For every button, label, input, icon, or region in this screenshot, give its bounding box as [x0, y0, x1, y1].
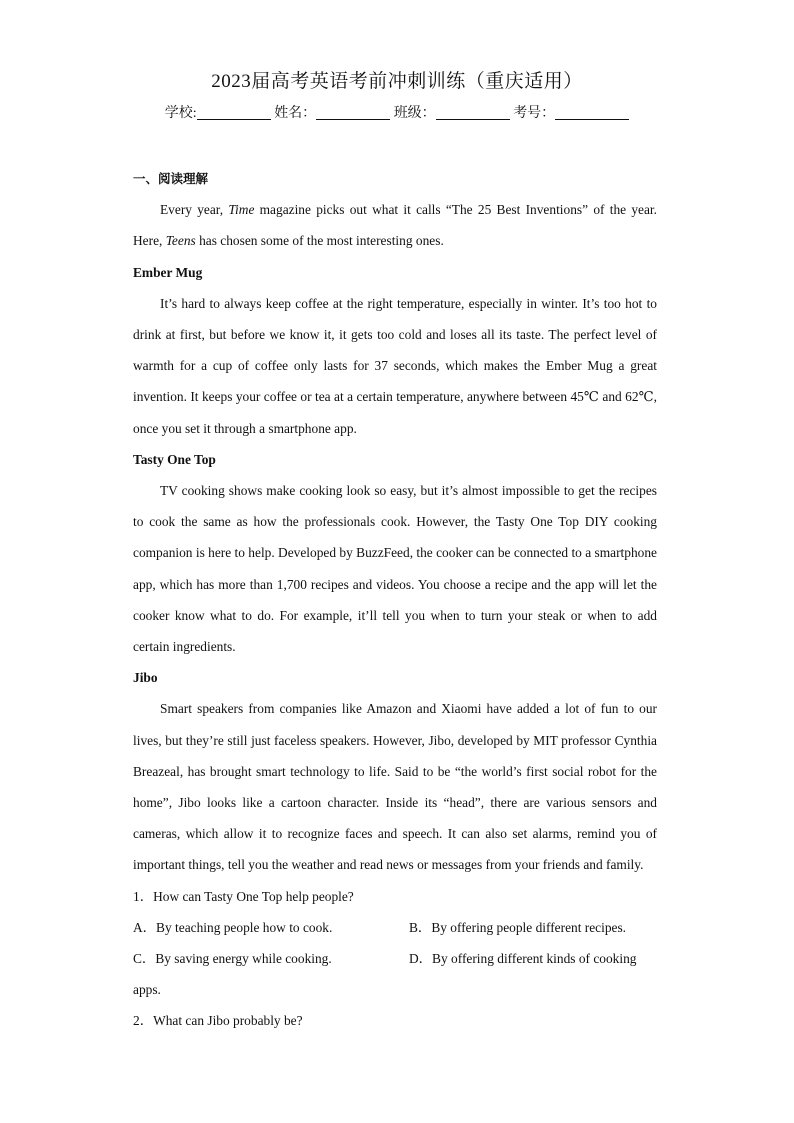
- article-heading-jibo: Jibo: [133, 670, 158, 686]
- school-label: 学校:: [164, 106, 197, 121]
- exam-number-label: 考号：: [513, 106, 556, 121]
- question-1-option-d-continued: apps.: [133, 982, 161, 998]
- article-heading-ember-mug: Ember Mug: [133, 264, 203, 280]
- class-blank[interactable]: [436, 105, 510, 120]
- exam-number-blank[interactable]: [555, 105, 629, 120]
- name-label: 姓名：: [274, 106, 317, 121]
- school-blank[interactable]: [197, 105, 271, 120]
- article-body-tasty-one-top: TV cooking shows make cooking look so easy, but it’s almost impossible to get the recipes to cook the same as how the professionals cook. However, the Tasty One Top DIY cooking companion is here to help. Developed by BuzzFeed, the cooker can be connected to a smartphone app, which has more than 1,700 recipes and videos. You choose a recipe and the app will let the cooker know what to do. For example, it’ll tell you when to turn your steak or when to add certain ingredients.: [133, 483, 657, 655]
- reading-section: [133, 163, 657, 1037]
- question-1-options-row-2: [133, 943, 657, 974]
- section-heading: 一、阅读理解: [133, 171, 209, 186]
- class-label: 班级：: [393, 106, 436, 121]
- teens-title: Teens: [165, 233, 196, 249]
- page-title: 2023届高考英语考前冲刺训练（重庆适用）: [211, 71, 583, 92]
- intro-paragraph: Every year, Time magazine picks out what it calls “The 25 Best Inventions” of the year. Here, Teens has chosen some of the most interesting ones.: [133, 202, 657, 249]
- article-body-jibo: Smart speakers from companies like Amazon and Xiaomi have added a lot of fun to our lives, but they’re still just faceless speakers. However, Jibo, developed by MIT professor Cynthia Breazeal, has brought smart technology to life. Said to be “the world’s first social robot for the home”, Jibo looks like a cartoon character. Inside its “head”, there are various sensors and cameras, which allow it to recognize faces and speech. It can also set alarms, remind you of important things, tell you the weather and read news or messages from your friends and family.: [133, 701, 657, 873]
- student-info-line: [0, 102, 794, 122]
- name-blank[interactable]: [316, 105, 390, 120]
- article-heading-tasty-one-top: Tasty One Top: [133, 451, 216, 467]
- question-1-stem: 1．How can Tasty One Top help people?: [133, 888, 354, 904]
- question-1-option-c[interactable]: C．By saving energy while cooking.: [133, 951, 332, 967]
- question-2-stem: 2．What can Jibo probably be?: [133, 1013, 303, 1029]
- question-1-option-d[interactable]: D．By offering different kinds of cooking: [409, 951, 637, 967]
- question-1-options-row-1: [133, 912, 657, 943]
- question-1-option-b[interactable]: B．By offering people different recipes.: [409, 919, 627, 935]
- time-magazine-title: Time: [228, 202, 255, 218]
- question-1-option-a[interactable]: A．By teaching people how to cook.: [133, 919, 333, 935]
- article-body-ember-mug: It’s hard to always keep coffee at the right temperature, especially in winter. It’s too hot to drink at first, but before we know it, it gets too cold and loses all its taste. The perfect level of warmth for a cup of coffee only lasts for 37 seconds, which makes the Ember Mug a great invention. It keeps your coffee or tea at a certain temperature, anywhere between 45℃ and 62℃, once you set it through a smartphone app.: [133, 295, 657, 436]
